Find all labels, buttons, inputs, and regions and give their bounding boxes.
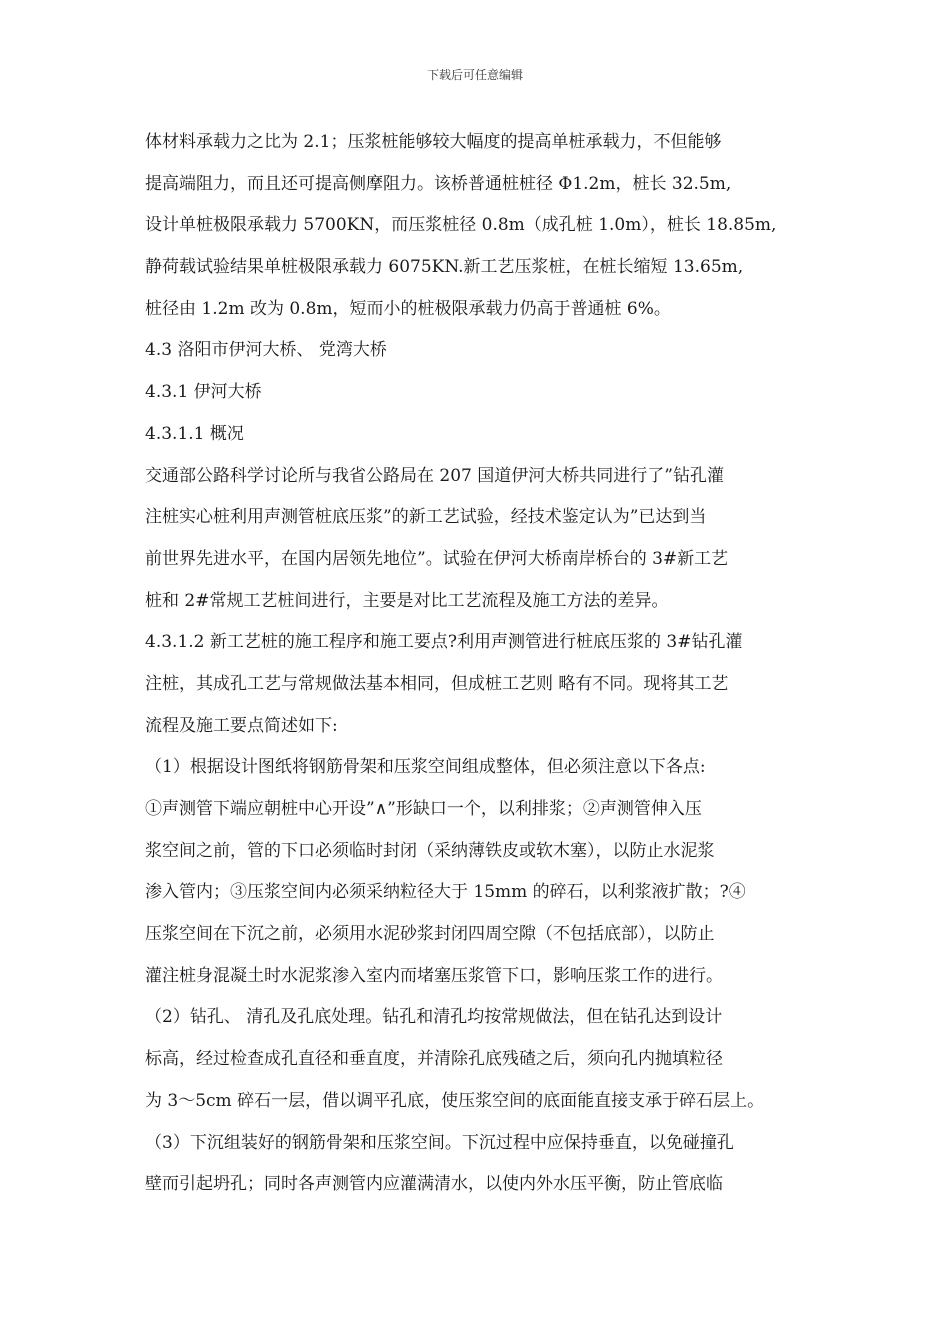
text-line: 体材料承载力之比为 2.1；压浆桩能够较大幅度的提高单桩承载力，不但能够 xyxy=(145,132,722,152)
list-item: （3）下沉组装好的钢筋骨架和压浆空间。下沉过程中应保持垂直，以免碰撞孔 xyxy=(145,1132,734,1153)
text-line: 浆空间之前，管的下口必须临时封闭（采纳薄铁皮或软木塞），以防止水泥浆 xyxy=(145,840,715,861)
text-line: 桩径由 1.2m 改为 0.8m，短而小的桩极限承载力仍高于普通桩 6%。 xyxy=(145,298,671,319)
section-heading: 4.3 洛阳市伊河大桥、 党湾大桥 xyxy=(145,340,387,361)
page-header: 下载后可任意编辑 xyxy=(426,68,523,82)
text-line: 静荷载试验结果单桩极限承载力 6075KN.新工艺压浆桩，在桩长缩短 13.65m, xyxy=(145,257,744,278)
text-line: 注桩实心桩利用声测管桩底压浆”的新工艺试验，经技术鉴定认为”已达到当 xyxy=(145,507,707,528)
text-line: ①声测管下端应朝桩中心开设”∧”形缺口一个，以利排浆；②声测管伸入压 xyxy=(145,799,702,819)
text-line: 标高，经过检查成孔直径和垂直度，并清除孔底残碴之后，须向孔内抛填粒径 xyxy=(145,1049,723,1070)
text-line: 提高端阻力，而且还可提高侧摩阻力。该桥普通桩桩径 Φ1.2m，桩长 32.5m, xyxy=(145,173,732,194)
section-heading: 4.3.1.1 概况 xyxy=(145,423,244,444)
section-heading: 4.3.1 伊河大桥 xyxy=(145,382,262,403)
text-line: 壁而引起坍孔；同时各声测管内应灌满清水，以使内外水压平衡，防止管底临 xyxy=(145,1174,723,1195)
text-line: 灌注桩身混凝土时水泥浆渗入室内而堵塞压浆管下口，影响压浆工作的进行。 xyxy=(145,965,723,986)
text-line: 桩和 2#常规工艺桩间进行，主要是对比工艺流程及施工方法的差异。 xyxy=(145,590,669,611)
document-body xyxy=(145,122,815,1206)
list-item: （2）钻孔、 清孔及孔底处理。钻孔和清孔均按常规做法，但在钻孔达到设计 xyxy=(145,1007,723,1028)
text-line: 交通部公路科学讨论所与我省公路局在 207 国道伊河大桥共同进行了”钻孔灌 xyxy=(145,465,724,486)
text-line: 设计单桩极限承载力 5700KN，而压浆桩径 0.8m（成孔桩 1.0m），桩长 18.85m, xyxy=(145,215,777,236)
text-line: 压浆空间在下沉之前，必须用水泥砂浆封闭四周空隙（不包括底部），以防止 xyxy=(145,924,715,945)
text-line: 前世界先进水平，在国内居领先地位”。试验在伊河大桥南岸桥台的 3#新工艺 xyxy=(145,548,729,569)
text-line: 流程及施工要点简述如下: xyxy=(145,715,338,736)
text-line: 注桩，其成孔工艺与常规做法基本相同，但成桩工艺则 略有不同。现将其工艺 xyxy=(145,673,729,694)
text-line: 为 3～5cm 碎石一层，借以调平孔底，使压浆空间的底面能直接支承于碎石层上。 xyxy=(145,1090,765,1111)
list-item: （1）根据设计图纸将钢筋骨架和压浆空间组成整体，但必须注意以下各点: xyxy=(145,757,706,778)
text-line: 渗入管内；③压浆空间内必须采纳粒径大于 15mm 的碎石，以利浆液扩散；?④ xyxy=(145,882,746,903)
section-heading: 4.3.1.2 新工艺桩的施工程序和施工要点?利用声测管进行桩底压浆的 3#钻孔灌 xyxy=(145,632,743,653)
